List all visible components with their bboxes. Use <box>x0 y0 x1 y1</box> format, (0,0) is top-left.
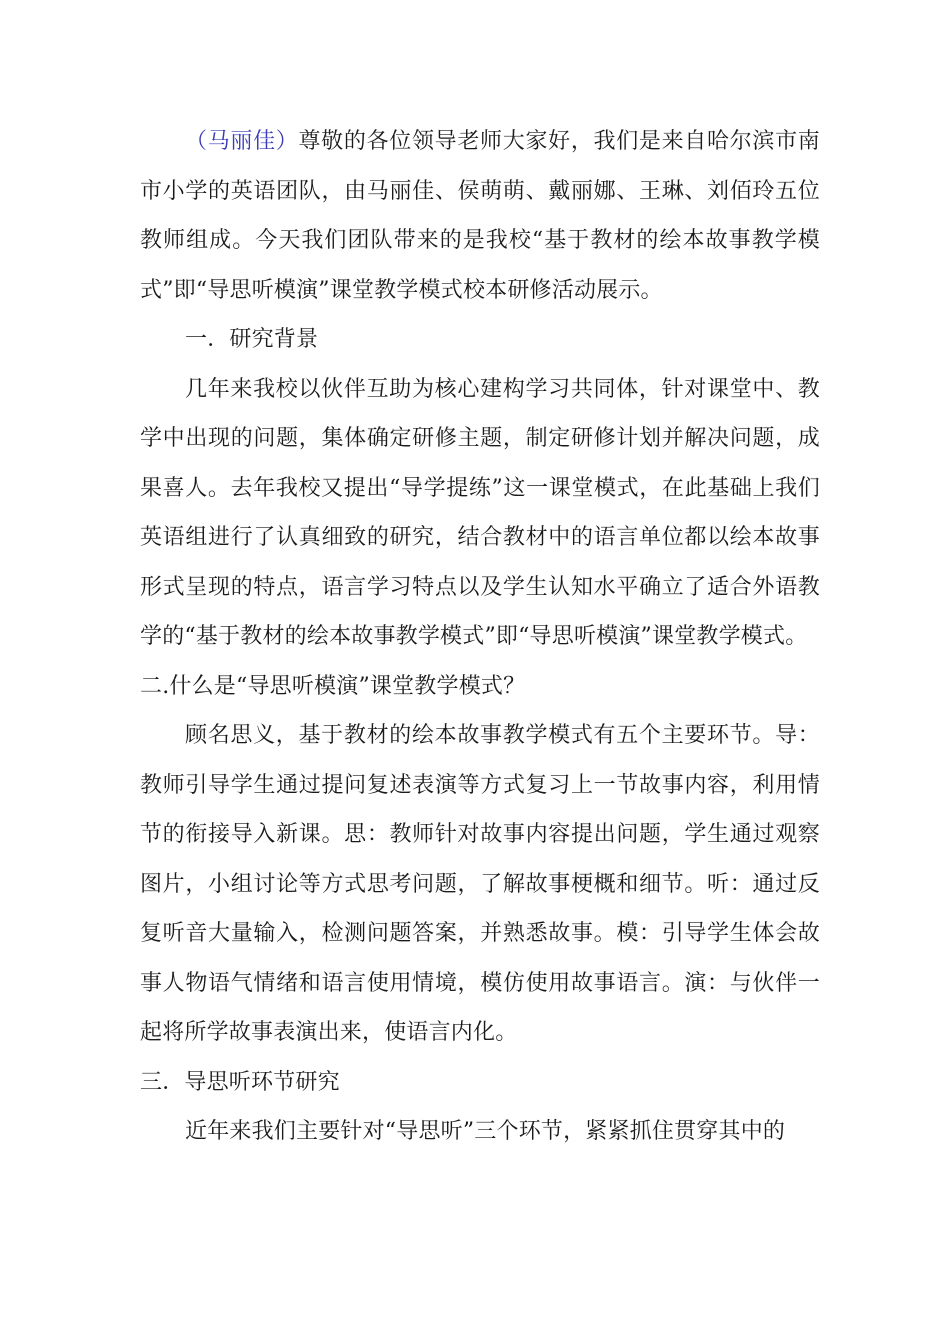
section1-body: 几年来我校以伙伴互助为核心建构学习共同体，针对课堂中、教学中出现的问题，集体确定研修主题，制定研修计划并解决问题，成果喜人。去年我校又提出“导学提练”这一课堂模式，在此基础上我们英语组进行了认真细致的研究，结合教材中的语言单位都以绘本故事形式呈现的特点，语言学习特点以及学生认知水平确立了适合外语教学的“基于教材的绘本故事教学模式”即“导思听模演”课堂教学模式。 <box>140 376 820 649</box>
section2-heading: 二.什么是“导思听模演”课堂教学模式？ <box>140 673 526 699</box>
section1-heading: 一．研究背景 <box>185 327 319 352</box>
speaker-name: （马丽佳） <box>185 129 299 154</box>
section3-body: 近年来我们主要针对“导思听”三个环节，紧紧抓住贯穿其中的 <box>185 1119 786 1144</box>
section2-body: 顾名思义，基于教材的绘本故事教学模式有五个主要环节。导：教师引导学生通过提问复述表演等方式复习上一节故事内容，利用情节的衔接导入新课。思：教师针对故事内容提出问题，学生通过观察图片，小组讨论等方式思考问题，了解故事梗概和细节。听：通过反复听音大量输入，检测问题答案，并熟悉故事。模：引导学生体会故事人物语气情绪和语言使用情境，模仿使用故事语言。演：与伙伴一起将所学故事表演出来，使语言内化。 <box>140 723 820 1045</box>
section3-heading: 三．导思听环节研究 <box>140 1069 340 1095</box>
intro-text: 尊敬的各位领导老师大家好，我们是来自哈尔滨市南市小学的英语团队，由马丽佳、侯萌萌、戴丽娜、王琳、刘佰玲五位教师组成。今天我们团队带来的是我校“基于教材的绘本故事教学模式”即“导思听模演”课堂教学模式校本研修活动展示。 <box>140 129 820 303</box>
document-body <box>140 117 820 1157</box>
intro-paragraph <box>140 117 820 315</box>
